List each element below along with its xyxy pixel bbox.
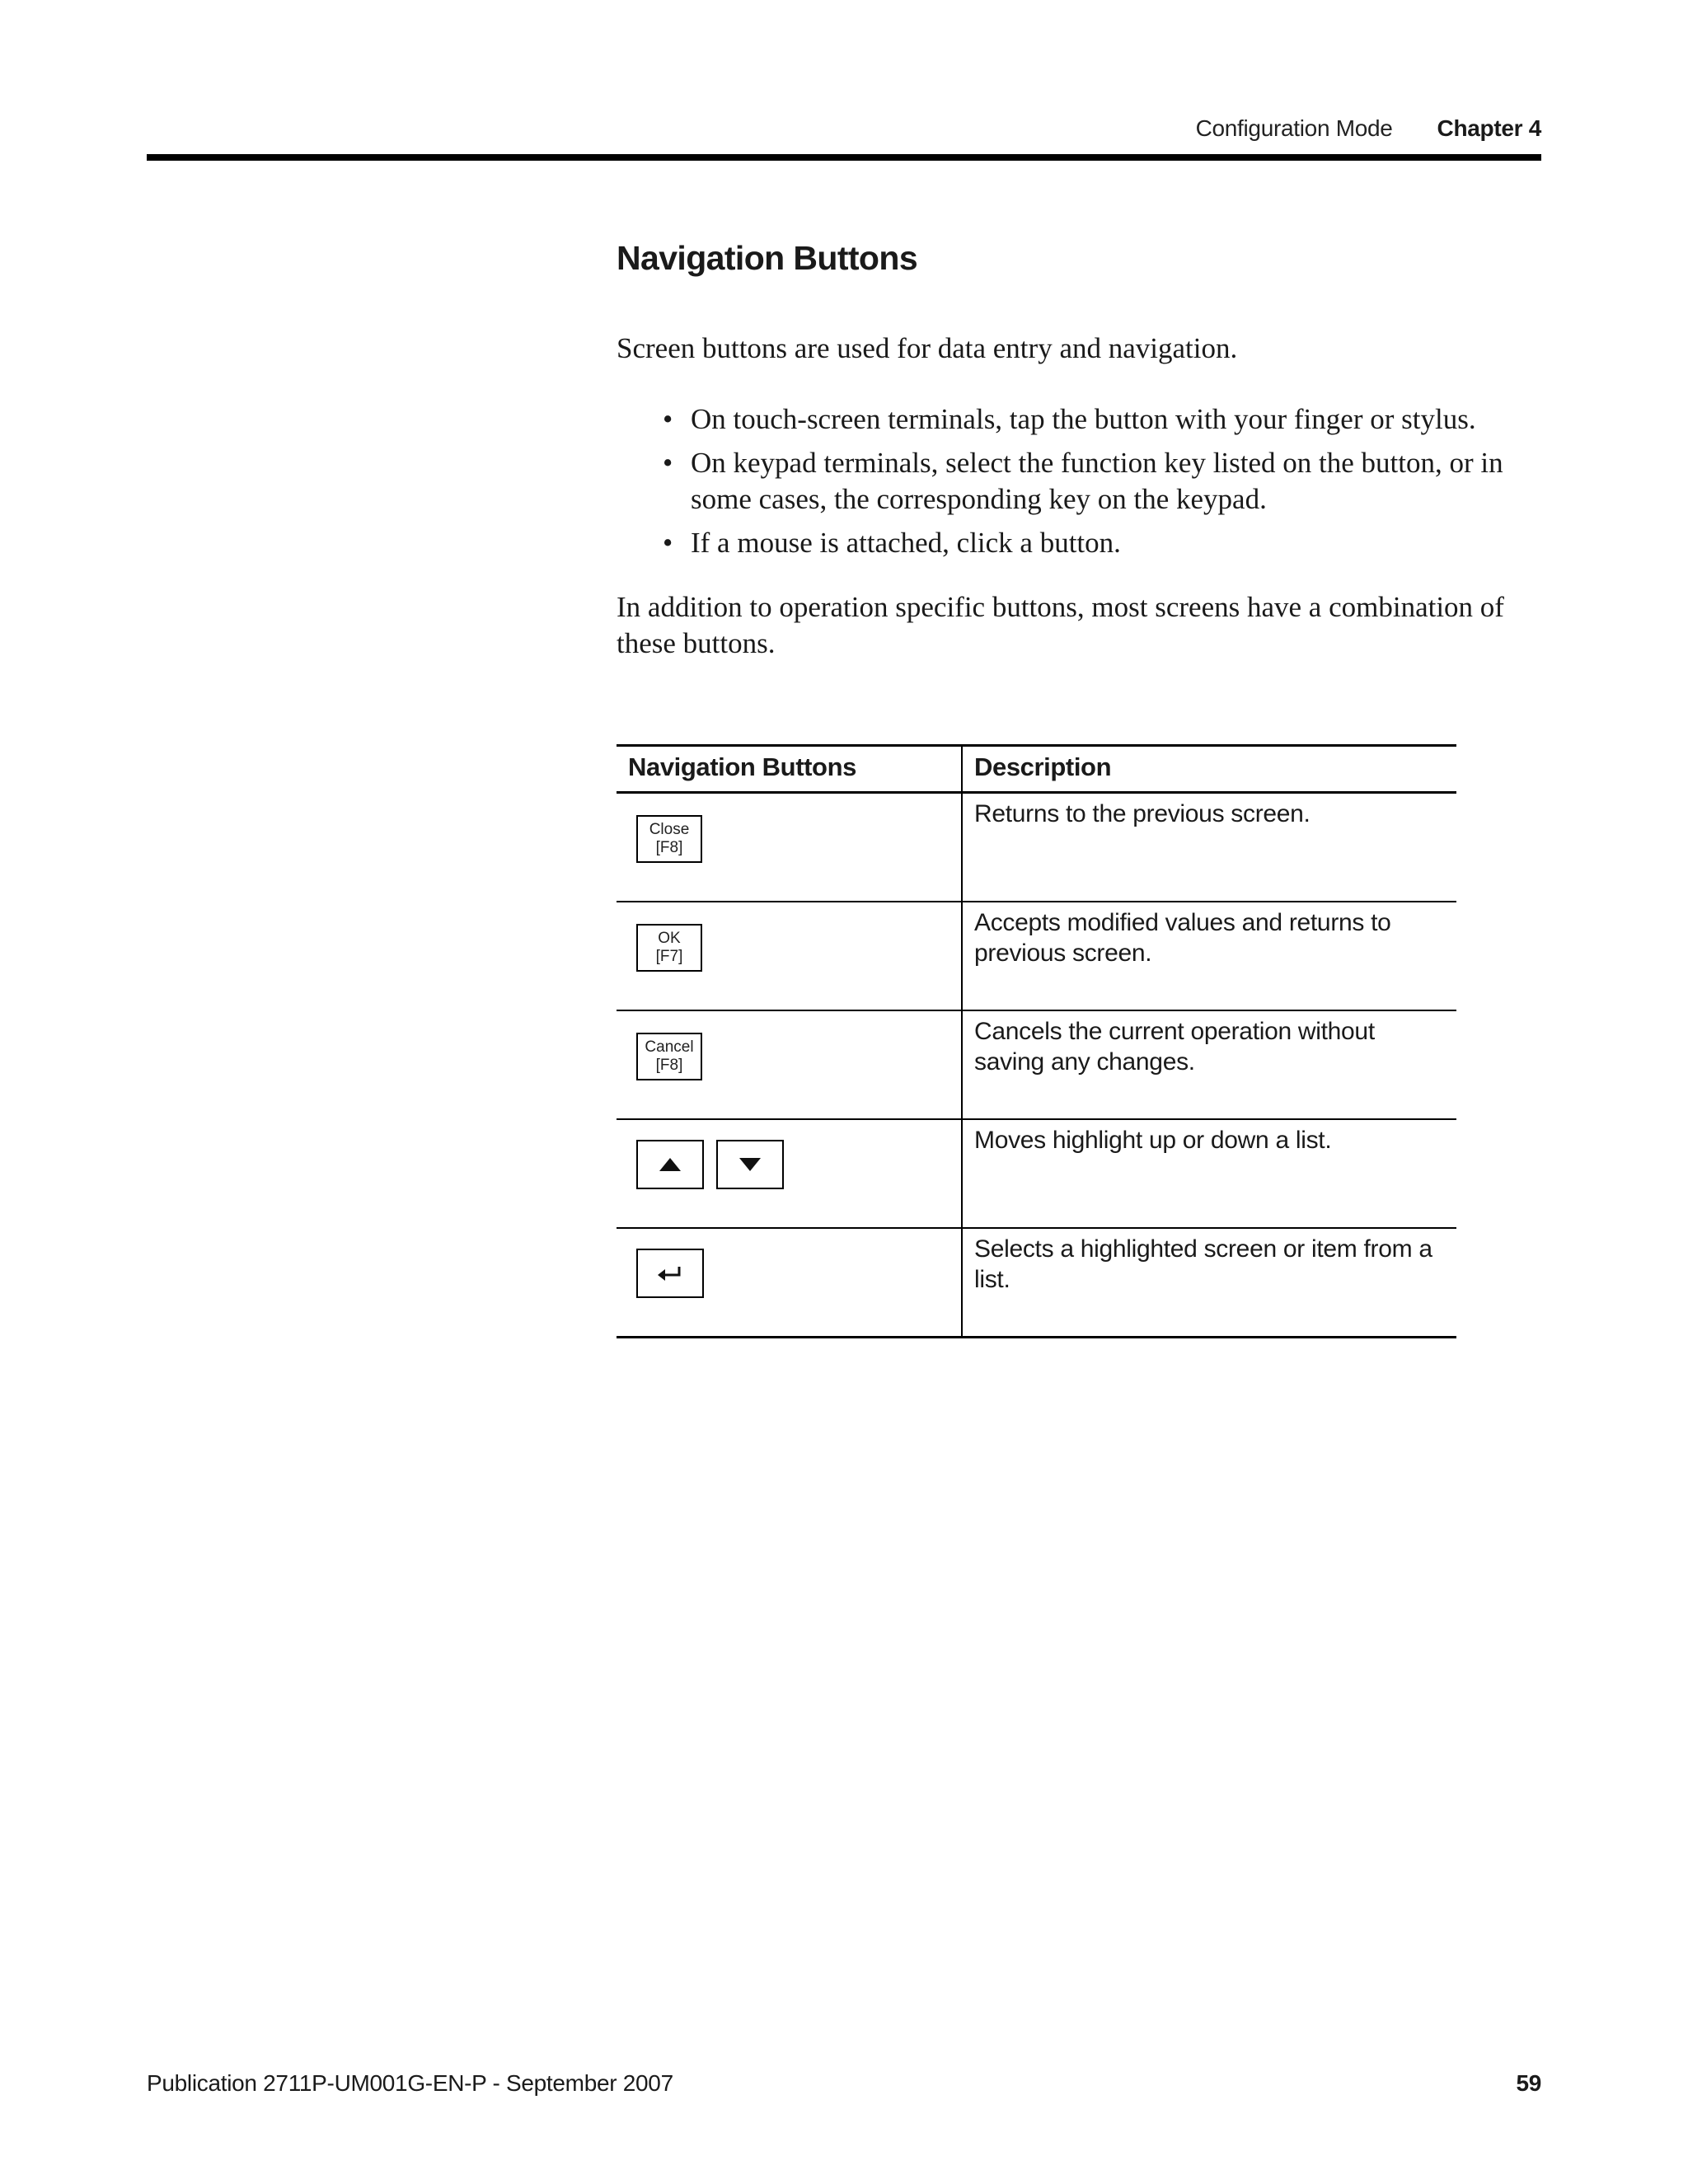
description-cell: Selects a highlighted screen or item from a list.: [962, 1228, 1456, 1338]
description-cell: Accepts modified values and returns to previous screen.: [962, 902, 1456, 1010]
description-cell: Cancels the current operation without saving any changes.: [962, 1010, 1456, 1119]
up-arrow-button[interactable]: [636, 1140, 704, 1189]
button-cell: [617, 1010, 962, 1119]
header-rule: [147, 154, 1541, 161]
description-cell: Moves highlight up or down a list.: [962, 1119, 1456, 1228]
bullet-text: On touch-screen terminals, tap the button with your finger or stylus.: [691, 403, 1476, 435]
bullet-text: On keypad terminals, select the function key listed on the button, or in some cases, the corresponding key on the keypad.: [691, 447, 1503, 515]
table-row: [617, 902, 1456, 1010]
main-content: [617, 231, 1548, 1338]
header-section-title: Configuration Mode: [1195, 115, 1393, 141]
table-row: [617, 793, 1456, 902]
running-header: [1196, 115, 1541, 148]
bullet-item-mouse: [663, 525, 1548, 561]
bullet-symbol: •: [663, 447, 673, 479]
button-cell: [617, 1228, 962, 1338]
header-chapter-label: Chapter 4: [1437, 115, 1541, 141]
button-cell: [617, 793, 962, 902]
navigation-buttons-table: [617, 744, 1456, 1338]
followup-paragraph: In addition to operation specific buttons, most screens have a combination of these buttons.: [617, 591, 1504, 659]
publication-info: Publication 2711P-UM001G-EN-P - September 2007: [147, 2070, 673, 2096]
bullet-list: [617, 401, 1548, 561]
up-arrow-icon: [658, 1157, 682, 1172]
intro-paragraph: Screen buttons are used for data entry and navigation.: [617, 332, 1238, 364]
down-arrow-icon: [738, 1157, 762, 1172]
button-key: [F8]: [655, 1057, 683, 1074]
button-key: [F8]: [655, 839, 683, 856]
enter-icon: [656, 1264, 684, 1282]
button-label: Cancel: [645, 1038, 694, 1056]
table-row: [617, 1010, 1456, 1119]
page-footer: [147, 2070, 1541, 2097]
bullet-symbol: •: [663, 527, 673, 559]
cancel-button[interactable]: [636, 1033, 702, 1080]
close-button[interactable]: [636, 815, 702, 863]
description-cell: Returns to the previous screen.: [962, 793, 1456, 902]
enter-button[interactable]: [636, 1249, 704, 1298]
column-header-buttons: Navigation Buttons: [617, 746, 962, 793]
table-row: [617, 1119, 1456, 1228]
column-header-description: Description: [962, 746, 1456, 793]
bullet-text: If a mouse is attached, click a button.: [691, 527, 1121, 559]
section-heading: Navigation Buttons: [617, 239, 918, 277]
table-row: [617, 1228, 1456, 1338]
down-arrow-button[interactable]: [716, 1140, 784, 1189]
page-number: 59: [1516, 2070, 1541, 2096]
button-cell: [617, 902, 962, 1010]
button-label: Close: [649, 821, 690, 838]
table-header-row: [617, 746, 1456, 793]
bullet-item-keypad: [663, 445, 1548, 518]
bullet-item-touch: [663, 401, 1548, 438]
ok-button[interactable]: [636, 924, 702, 972]
button-key: [F7]: [655, 948, 683, 965]
bullet-symbol: •: [663, 403, 673, 435]
button-cell: [617, 1119, 962, 1228]
button-label: OK: [658, 930, 681, 947]
